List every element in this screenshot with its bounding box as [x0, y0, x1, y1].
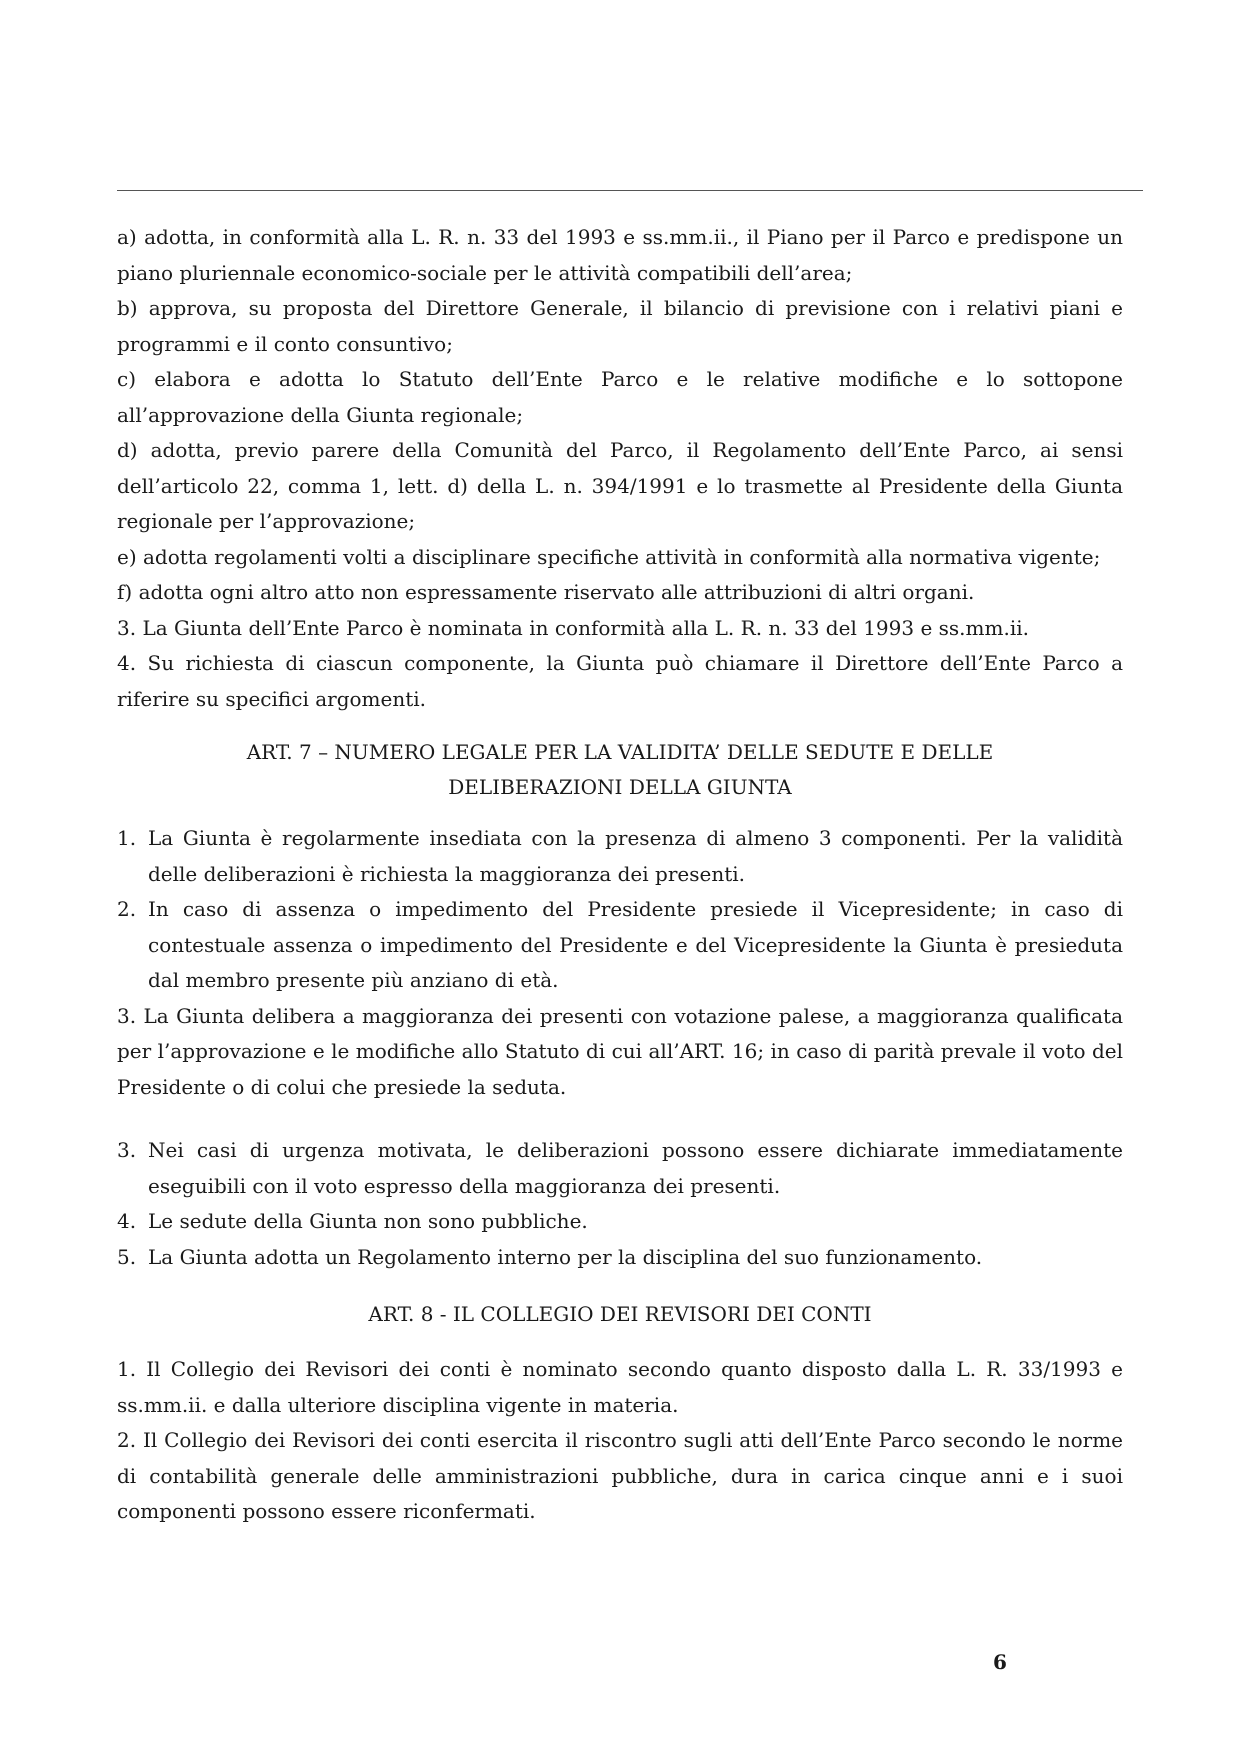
intro-item-a: a) adotta, in conformità alla L. R. n. 33 del 1993 e ss.mm.ii., il Piano per il Parco e predispone un piano pluriennale economico-sociale per le attività compatibili dell’area;	[117, 225, 1123, 285]
art7-title-line1: ART. 7 – NUMERO LEGALE PER LA VALIDITA’ DELLE SEDUTE E DELLE	[246, 740, 994, 764]
art7-para-3: 3. La Giunta delibera a maggioranza dei presenti con votazione palese, a maggioranza qualificata per l’approvazione e le modifiche allo Statuto di cui all’ART. 16; in caso di parità prevale il voto del Presidente o di colui che presiede la seduta.	[117, 1003, 1123, 1099]
list-item-text: Le sedute della Giunta non sono pubbliche.	[148, 1209, 588, 1233]
intro-item-e: e) adotta regolamenti volti a disciplinare specifiche attività in conformità alla normativa vigente;	[117, 544, 1101, 569]
document-body	[117, 220, 1123, 1530]
list-item	[117, 1204, 1123, 1240]
list-item	[117, 1240, 1123, 1276]
art8-para-1: 1. Il Collegio dei Revisori dei conti è nominato secondo quanto disposto dalla L. R. 33/1993 e ss.mm.ii. e dalla ulteriore disciplina vigente in materia.	[117, 1357, 1123, 1417]
art7-list-b	[117, 1133, 1123, 1275]
header-rule	[117, 190, 1143, 191]
list-item-number: 4.	[117, 1209, 137, 1233]
intro-item-c: c) elabora e adotta lo Statuto dell’Ente Parco e le relative modifiche e lo sottopone all’approvazione della Giunta regionale;	[117, 367, 1123, 427]
list-item-text: In caso di assenza o impedimento del Presidente presiede il Vicepresidente; in caso di contestuale assenza o impedimento del Presidente e del Vicepresidente la Giunta è presieduta dal membro presente più anziano di età.	[148, 897, 1123, 992]
list-item-text: La Giunta adotta un Regolamento interno per la disciplina del suo funzionamento.	[148, 1244, 983, 1269]
intro-item-3: 3. La Giunta dell’Ente Parco è nominata in conformità alla L. R. n. 33 del 1993 e ss.mm.ii.	[117, 615, 1029, 640]
list-item-text: Nei casi di urgenza motivata, le deliberazioni possono essere dichiarate immediatamente eseguibili con il voto espresso della maggioranza dei presenti.	[148, 1138, 1123, 1198]
list-item	[117, 821, 1123, 892]
list-item-number: 3.	[117, 1138, 137, 1162]
intro-item-4: 4. Su richiesta di ciascun componente, la Giunta può chiamare il Direttore dell’Ente Parco a riferire su specifici argomenti.	[117, 651, 1123, 711]
list-item-number: 5.	[117, 1244, 137, 1269]
art7-list-a	[117, 821, 1123, 999]
list-item-number: 1.	[117, 826, 137, 850]
art8-title: ART. 8 - IL COLLEGIO DEI REVISORI DEI CONTI	[368, 1302, 872, 1326]
list-item-number: 2.	[117, 897, 137, 921]
page-number: 6	[993, 1650, 1007, 1674]
art8-para-2: 2. Il Collegio dei Revisori dei conti esercita il riscontro sugli atti dell’Ente Parco secondo le norme di contabilità generale delle amministrazioni pubbliche, dura in carica cinque anni e i suoi componenti possono essere riconfermati.	[117, 1428, 1123, 1523]
list-item	[117, 1133, 1123, 1204]
art7-title-line2: DELIBERAZIONI DELLA GIUNTA	[448, 775, 792, 799]
list-item	[117, 892, 1123, 999]
intro-item-d: d) adotta, previo parere della Comunità del Parco, il Regolamento dell’Ente Parco, ai sensi dell’articolo 22, comma 1, lett. d) della L. n. 394/1991 e lo trasmette al Presidente della Giunta regionale per l’approvazione;	[117, 438, 1123, 533]
intro-item-b: b) approva, su proposta del Direttore Generale, il bilancio di previsione con i relativi piani e programmi e il conto consuntivo;	[117, 296, 1123, 356]
list-item-text: La Giunta è regolarmente insediata con la presenza di almeno 3 componenti. Per la validità delle deliberazioni è richiesta la maggioranza dei presenti.	[148, 826, 1123, 886]
intro-item-f: f) adotta ogni altro atto non espressamente riservato alle attribuzioni di altri organi.	[117, 580, 975, 604]
